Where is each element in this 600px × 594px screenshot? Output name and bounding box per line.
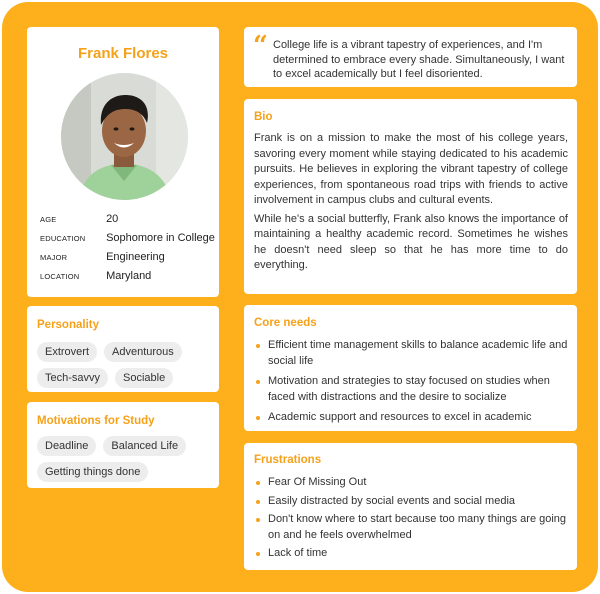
major-label: MAJOR xyxy=(40,253,68,262)
motivation-tag: Deadline xyxy=(37,436,96,456)
location-row xyxy=(40,270,151,282)
personality-card xyxy=(27,306,219,392)
location-label: LOCATION xyxy=(40,272,80,281)
quote-text: College life is a vibrant tapestry of experiences, and I'm determined to embrace every shade. Simultaneously, I want to excel academically but I feel disoriented. xyxy=(273,39,565,80)
frustrations-title: Frustrations xyxy=(254,454,322,466)
list-item: Efficient time management skills to balance academic life and social life xyxy=(256,338,568,369)
persona-board xyxy=(2,2,598,592)
quote-card xyxy=(244,27,577,87)
list-item: Easily distracted by social events and social media xyxy=(256,494,568,510)
education-value: Sophomore in College xyxy=(106,232,215,244)
major-value: Engineering xyxy=(106,251,165,263)
frustrations-list xyxy=(256,475,568,562)
personality-tags xyxy=(37,342,212,388)
motivation-tags xyxy=(37,436,212,482)
personality-title: Personality xyxy=(37,319,99,331)
bio-body xyxy=(254,131,568,274)
motivation-tag: Balanced Life xyxy=(103,436,186,456)
education-row xyxy=(40,232,215,244)
list-item: Fear Of Missing Out xyxy=(256,475,568,491)
bio-paragraph: While he's a social butterfly, Frank also knows the importance of maintaining a healthy academic record. Sometimes he wishes he doesn't need sleep so that he has more time to do everything. xyxy=(254,212,568,271)
age-value: 20 xyxy=(106,213,119,225)
bio-paragraph: Frank is on a mission to make the most of his college years, savoring every moment while staying dedicated to his academic pursuits. He believes in exploring the vibrant tapestry of college experiences, from spontaneous road trips with friends to active involvement in campus clubs and cultural events. xyxy=(254,132,568,206)
list-item: Academic support and resources to excel in academic xyxy=(256,410,568,426)
list-item: Lack of time xyxy=(256,546,568,562)
personality-tag: Extrovert xyxy=(37,342,97,362)
avatar xyxy=(61,73,188,200)
major-row xyxy=(40,251,165,263)
age-row xyxy=(40,213,118,225)
personality-tag: Sociable xyxy=(115,368,173,388)
motivation-tag: Getting things done xyxy=(37,462,148,482)
motivations-card xyxy=(27,402,219,488)
profile-card xyxy=(27,27,219,297)
quote-icon: “ xyxy=(253,31,268,61)
core-needs-title: Core needs xyxy=(254,317,317,329)
motivations-title: Motivations for Study xyxy=(37,415,155,427)
core-needs-list xyxy=(256,338,568,426)
persona-name: Frank Flores xyxy=(77,45,169,62)
frustrations-card xyxy=(244,443,577,570)
bio-card xyxy=(244,99,577,294)
list-item: Don't know where to start because too many things are going on and he feels overwhelmed xyxy=(256,512,568,543)
core-needs-card xyxy=(244,305,577,431)
personality-tag: Tech-savvy xyxy=(37,368,108,388)
list-item: Motivation and strategies to stay focused on studies when faced with distractions and the desire to socialize xyxy=(256,374,568,405)
age-label: AGE xyxy=(40,215,57,224)
bio-title: Bio xyxy=(254,111,273,123)
education-label: EDUCATION xyxy=(40,234,86,243)
location-value: Maryland xyxy=(106,270,152,282)
personality-tag: Adventurous xyxy=(104,342,182,362)
